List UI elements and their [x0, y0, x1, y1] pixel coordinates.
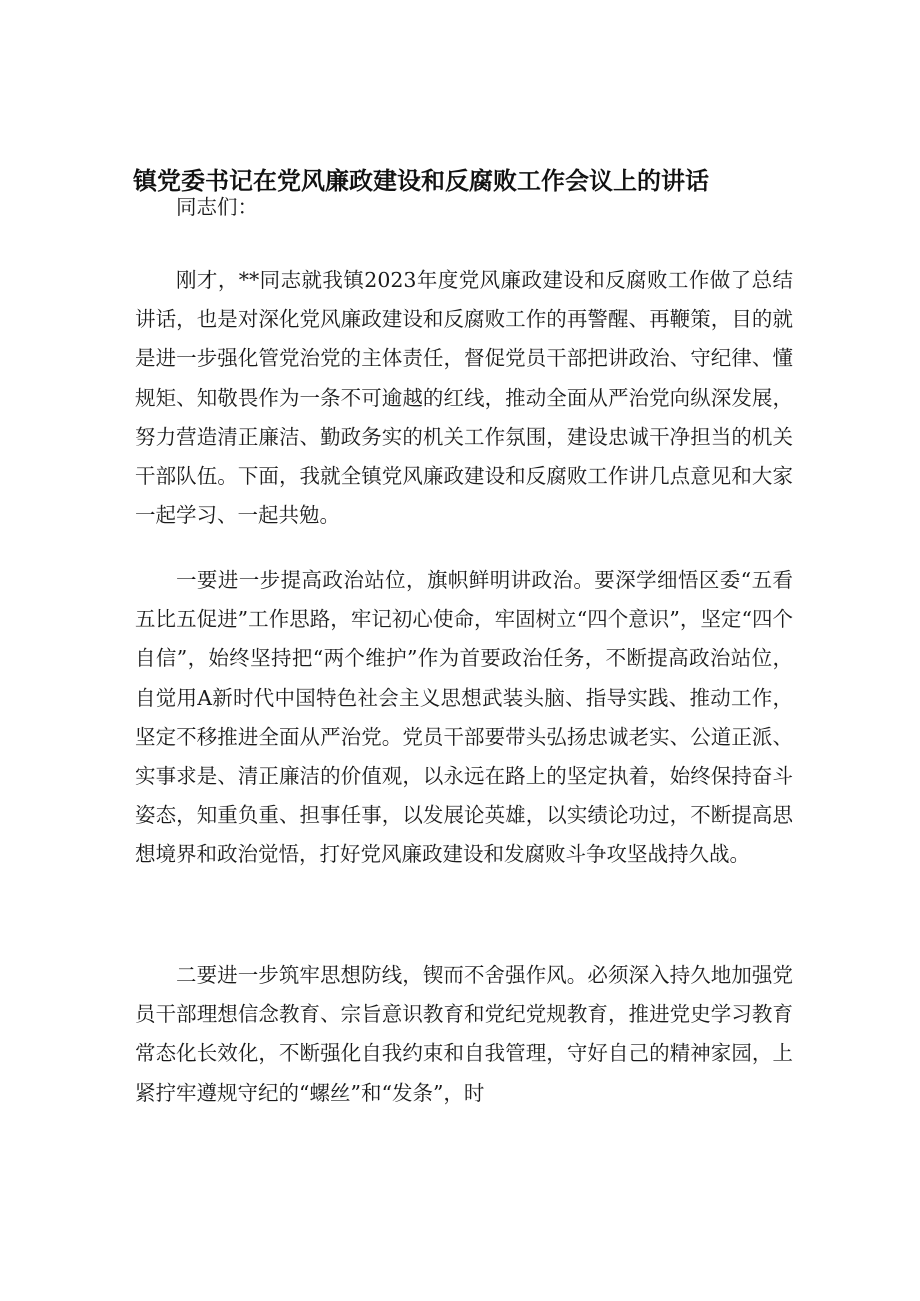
paragraph-intro: 刚才，**同志就我镇2023年度党风廉政建设和反腐败工作做了总结讲话，也是对深化党风廉政建设和反腐败工作的再警醒、再鞭策，目的就是进一步强化管党治党的主体责任，督促党员干部把讲政治、守纪律、懂规矩、知敬畏作为一条不可逾越的红线，推动全面从严治党向纵深发展，努力营造清正廉洁、勤政务实的机关工作氛围，建设忠诚干净担当的机关干部队伍。下面，我就全镇党风廉政建设和反腐败工作讲几点意见和大家一起学习、一起共勉。 [135, 268, 793, 528]
greeting-line: 同志们： [176, 195, 258, 219]
paragraph-point-one: 一要进一步提高政治站位，旗帜鲜明讲政治。要深学细悟区委“五看五比五促进”工作思路，牢记初心使命，牢固树立“四个意识”，坚定“四个自信”，始终坚持把“两个维护”作为首要政治任务，不断提高政治站位，自觉用A新时代中国特色社会主义思想武装头脑、指导实践、推动工作，坚定不移推进全面从严治党。党员干部要带头弘扬忠诚老实、公道正派、实事求是、清正廉洁的价值观，以永远在路上的坚定执着，始终保持奋斗姿态，知重负重、担事任事，以发展论英雄，以实绩论功过，不断提高思想境界和政治觉悟，打好党风廉政建设和发腐败斗争攻坚战持久战。 [135, 568, 793, 867]
document-title: 镇党委书记在党风廉政建设和反腐败工作会议上的讲话 [133, 167, 709, 195]
paragraph-point-two: 二要进一步筑牢思想防线，锲而不舍强作风。必须深入持久地加强党员干部理想信念教育、宗旨意识教育和党纪党规教育，推进党史学习教育常态化长效化，不断强化自我约束和自我管理，守好自己的精神家园，上紧拧牢遵规守纪的“螺丝”和“发条”，时 [135, 963, 793, 1105]
